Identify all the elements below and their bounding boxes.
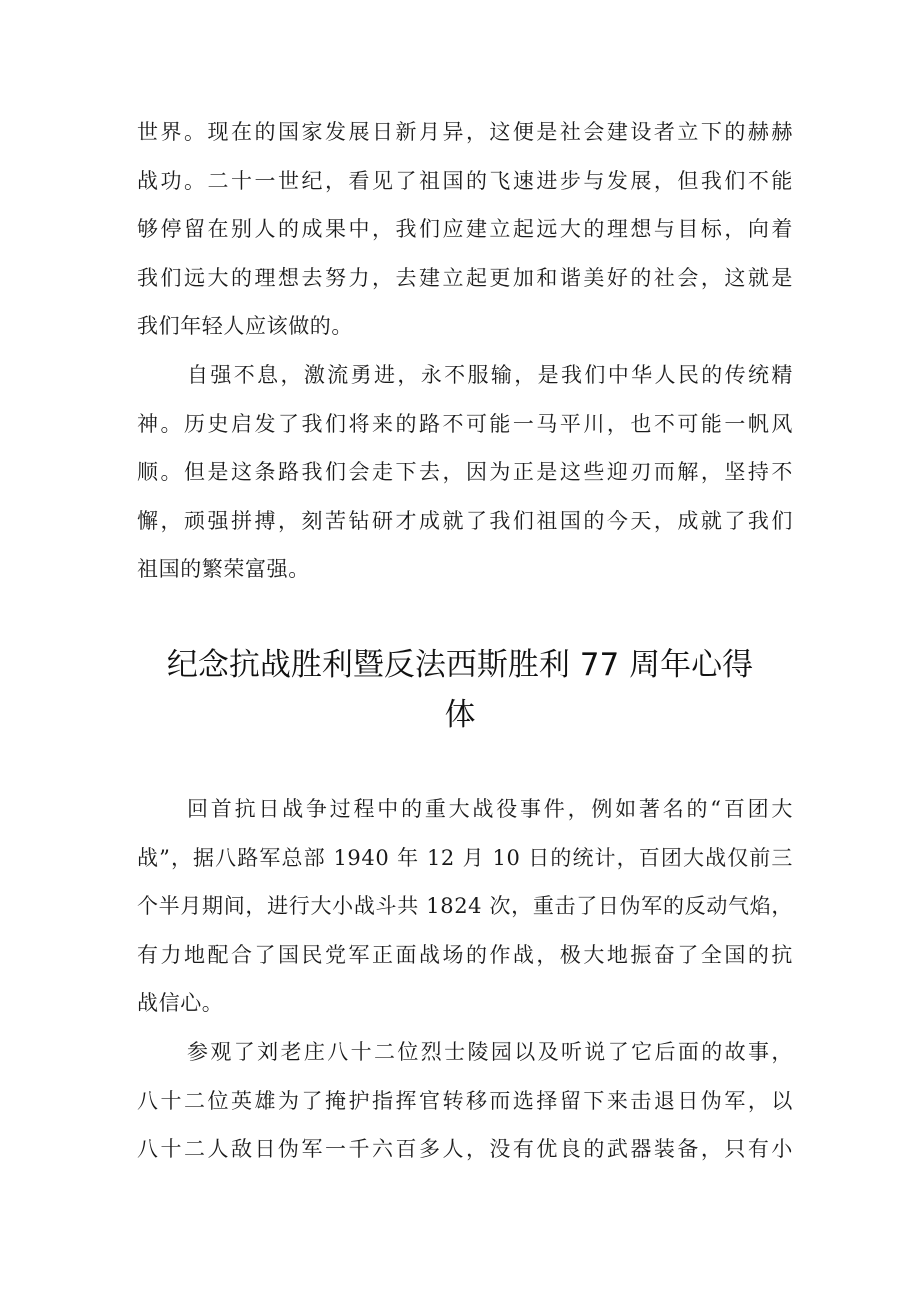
text-line: 有力地配合了国民党军正面战场的作战，极大地振奋了全国的抗: [137, 942, 793, 967]
text-line: 战信心。: [137, 991, 224, 1015]
text-line: 八十二位英雄为了掩护指挥官转移而选择留下来击退日伪军，以: [137, 1088, 793, 1113]
article-title: [100, 640, 820, 740]
text-line: 祖国的繁荣富强。: [137, 557, 310, 581]
text-line: 世界。现在的国家发展日新月异，这便是社会建设者立下的赫赫: [137, 120, 793, 144]
text-line: 顺。但是这条路我们会走下去，因为正是这些迎刃而解，坚持不: [137, 460, 793, 484]
text-line: 我们年轻人应该做的。: [137, 314, 353, 338]
paragraph-continuation: [137, 108, 793, 351]
paragraph-hundred-regiments: [137, 785, 793, 1028]
text-line: 懈，顽强拼搏，刻苦钻研才成就了我们祖国的今天，成就了我们: [137, 508, 793, 533]
text-line: 神。历史启发了我们将来的路不可能一马平川，也不可能一帆风: [137, 411, 793, 436]
title-line-1: 纪念抗战胜利暨反法西斯胜利 77 周年心得: [166, 647, 754, 683]
text-line: 参观了刘老庄八十二位烈士陵园以及听说了它后面的故事，: [187, 1040, 793, 1064]
text-line: 个半月期间，进行大小战斗共 1824 次，重击了日伪军的反动气焰，: [137, 894, 793, 918]
text-line: 回首抗日战争过程中的重大战役事件，例如著名的“百团大: [187, 797, 793, 821]
paragraph-spirit: [137, 351, 793, 594]
paragraph-cemetery: [137, 1028, 793, 1174]
text-line: 八十二人敌日伪军一千六百多人，没有优良的武器装备，只有小: [137, 1137, 793, 1161]
title-line-2: 体: [444, 697, 476, 733]
text-line: 战”，据八路军总部 1940 年 12 月 10 日的统计，百团大战仅前三: [137, 845, 793, 870]
text-line: 我们远大的理想去努力，去建立起更加和谐美好的社会，这就是: [137, 265, 793, 290]
text-line: 自强不息，激流勇进，永不服输，是我们中华人民的传统精: [187, 363, 793, 387]
text-line: 够停留在别人的成果中，我们应建立起远大的理想与目标，向着: [137, 217, 793, 241]
text-line: 战功。二十一世纪，看见了祖国的飞速进步与发展，但我们不能: [137, 168, 793, 193]
